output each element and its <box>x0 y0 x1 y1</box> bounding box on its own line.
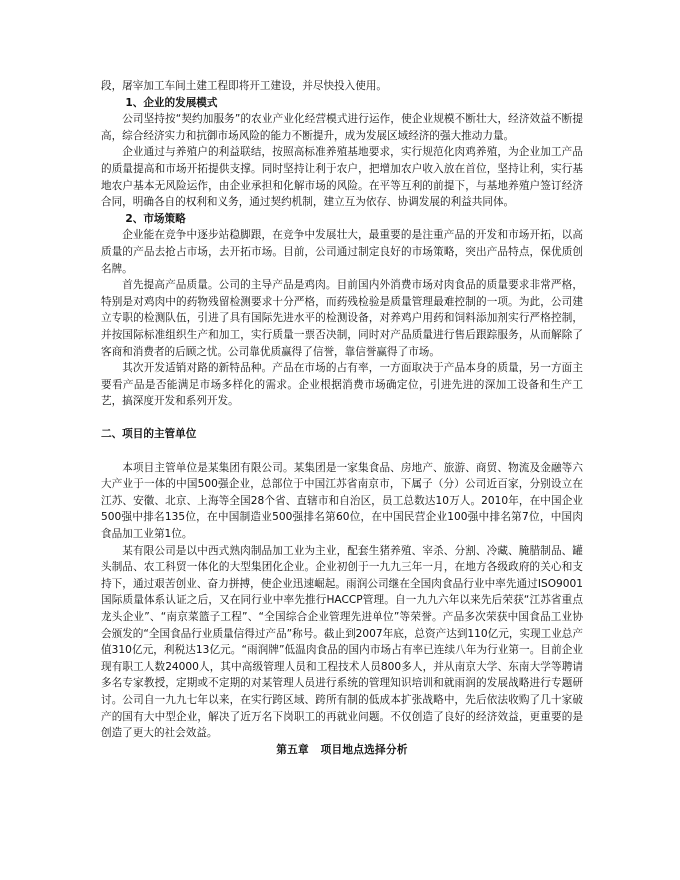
subheading-development-model: 1、企业的发展模式 <box>125 96 218 109</box>
document-page <box>101 78 583 758</box>
paragraph-product-quality: 首先提高产品质量。公司的主导产品是鸡肉。目前国内外消费市场对肉食品的质量要求非常严格，特别是对鸡肉中的药物残留检测要求十分严格，而药残检验是质量管理最难控制的一项。为此，公司建立专职的检测队伍，引进了具有国际先进水平的检测设备，对养鸡户用药和饲料添加剂实行严格控制，并按国际标准组织生产和加工，实行质量一票否决制，同时对产品质量进行售后跟踪服务，从而解除了客商和消费者的后顾之忧。公司靠优质赢得了信誉，靠信誉赢得了市场。 <box>101 279 583 358</box>
spacer <box>101 443 583 460</box>
paragraph-farmer-partnership: 企业通过与养殖户的利益联结，按照高标准养殖基地要求，实行规范化肉鸡养殖，为企业加工产品的质量提高和市场开拓提供支撑。同时坚持让利于农户，把增加农户收入放在首位，坚持让利，实行基地农户基本无风险运作，由企业承担和化解市场的风险。在平等互利的前提下，与基地养殖户签订经济合同，明确各自的权利和义务，通过契约机制，建立互为依存、协调发展的利益共同体。 <box>101 146 583 209</box>
paragraph-group-overview: 本项目主管单位是某集团有限公司。某集团是一家集食品、房地产、旅游、商贸、物流及金融等六大产业于一体的中国500强企业，总部位于中国江苏省南京市，下属子（分）公司近百家，分别设立在江苏、安徽、北京、上海等全国28个省、直辖市和自治区，员工总数达10万人。2010年，在中国企业500强中排名135位，在中国制造业500强排名第60位，在中国民营企业100强中排名第7位，中国肉食品加工业第1位。 <box>101 461 583 541</box>
chapter-heading <box>101 742 583 759</box>
paragraph-market-strategy: 企业能在竞争中逐步站稳脚跟，在竞争中发展壮大，最重要的是注重产品的开发和市场开拓，以高质量的产品去抢占市场，去开拓市场。目前，公司通过制定良好的市场策略，突出产品特点，保优质创名牌。 <box>101 229 583 275</box>
paragraph-development-model: 公司坚持按“契约加服务”的农业产业化经营模式进行运作，使企业规模不断壮大，经济效益不断提高，综合经济实力和抗御市场风险的能力不断提升，成为发展区域经济的强大推动力量。 <box>101 113 583 142</box>
paragraph-company-history: 某有限公司是以中西式熟肉制品加工业为主业，配套生猪养殖、宰杀、分割、冷藏、腌腊制品、罐头制品、农工科贸一体化的大型集团化企业。企业初创于一九九三年一月，在地方各级政府的关心和支持下，通过艰苦创业、奋力拼搏，使企业迅速崛起。雨润公司继在全国肉食品行业中率先通过ISO9001国际质量体系认证之后，又在同行业中率先推行HACCP管理。自一九九六年以来先后荣获“江苏省重点龙头企业”、“南京菜篮子工程”、“全国综合企业管理先进单位”等荣誉。产品多次荣获中国食品工业协会颁发的“全国食品行业质量信得过产品”称号。截止到2007年底，总资产达到110亿元，实现工业总产值310亿元，利税达13亿元。“雨润牌”低温肉食品的国内市场占有率已连续八年为行业第一。目前企业现有职工人数24000人，其中高级管理人员和工程技术人员800多人，并从南京大学、东南大学等聘请多名专家教授，定期或不定期的对某管理人员进行系统的管理知识培训和就雨润的发展战略进行专题研讨。公司自一九九七年以来，在实行跨区域、跨所有制的低成本扩张战略中，先后依法收购了几十家破产的国有大中型企业，解决了近万名下岗职工的再就业问题。不仅创造了良好的经济效益，更重要的是创造了更大的社会效益。 <box>101 544 583 740</box>
spacer <box>101 410 583 427</box>
paragraph-continuation: 段，屠宰加工车间土建工程即将开工建设，并尽快投入使用。 <box>101 80 388 92</box>
chapter-number: 第五章 <box>276 743 309 756</box>
subheading-market-strategy: 2、市场策略 <box>125 212 186 225</box>
chapter-title: 项目地点选择分析 <box>320 743 408 756</box>
paragraph-new-products: 其次开发适销对路的新特品种。产品在市场的占有率，一方面取决于产品本身的质量，另一方面主要看产品是否能满足市场多样化的需求。企业根据消费市场确定位，引进先进的深加工设备和生产工艺，搞深度开发和系列开发。 <box>101 362 583 408</box>
section-heading-supervising-unit: 二、项目的主管单位 <box>101 428 197 441</box>
